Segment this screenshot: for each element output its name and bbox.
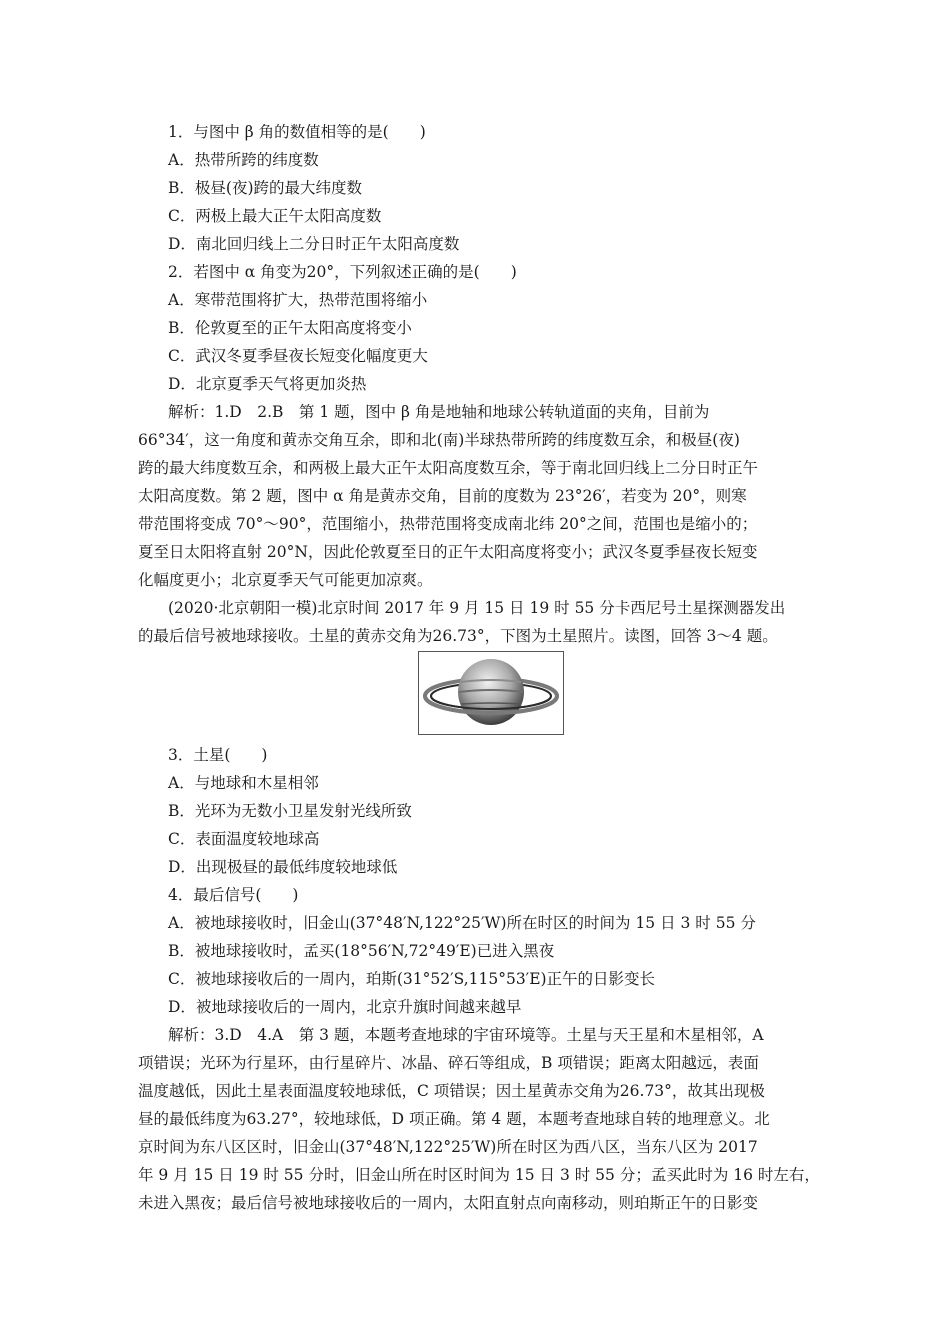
analysis-1-line-2: 66°34′，这一角度和黄赤交角互余，即和北(南)半球热带所跨的纬度数互余，和极昼(夜) — [138, 431, 740, 449]
question-1-stem: 1．与图中 β 角的数值相等的是( ) — [168, 123, 426, 141]
analysis-2-line-2: 项错误；光环为行星环，由行星碎片、冰晶、碎石等组成，B 项错误；距离太阳越远，表面 — [138, 1054, 759, 1072]
saturn-icon — [419, 652, 563, 734]
question-3-stem: 3．土星( ) — [168, 746, 268, 764]
question-1-option-b: B．极昼(夜)跨的最大纬度数 — [168, 179, 362, 197]
question-2-option-d: D．北京夏季天气将更加炎热 — [168, 375, 367, 393]
question-3-option-b: B．光环为无数小卫星发射光线所致 — [168, 802, 412, 820]
analysis-2-line-3: 温度越低，因此土星表面温度较地球低，C 项错误；因土星黄赤交角为26.73°，故其出现极 — [138, 1082, 765, 1100]
analysis-1-line-5: 带范围将变成 70°～90°，范围缩小，热带范围将变成南北纬 20°之间，范围也是缩小的； — [138, 515, 758, 533]
analysis-2-line-6: 年 9 月 15 日 19 时 55 分时，旧金山所在时区时间为 15 日 3 时 55 分；孟买此时为 16 时左右， — [138, 1166, 820, 1184]
analysis-2-line-4: 昼的最低纬度为63.27°，较地球低，D 项正确。第 4 题，本题考查地球自转的地理意义。北 — [138, 1110, 770, 1128]
analysis-1-line-4: 太阳高度数。第 2 题，图中 α 角是黄赤交角，目前的度数为 23°26′，若变为 20°，则寒 — [138, 487, 747, 505]
question-2-stem: 2．若图中 α 角变为20°，下列叙述正确的是( ) — [168, 263, 517, 281]
question-4-stem: 4．最后信号( ) — [168, 886, 299, 904]
saturn-photo — [418, 651, 564, 735]
question-1-option-d: D．南北回归线上二分日时正午太阳高度数 — [168, 235, 460, 253]
analysis-2-line-7: 未进入黑夜；最后信号被地球接收后的一周内，太阳直射点向南移动，则珀斯正午的日影变 — [138, 1194, 759, 1212]
question-1-option-a: A．热带所跨的纬度数 — [168, 151, 319, 169]
question-1-option-c: C．两极上最大正午太阳高度数 — [168, 207, 382, 225]
question-4-option-c: C．被地球接收后的一周内，珀斯(31°52′S,115°53′E)正午的日影变长 — [168, 970, 656, 988]
question-3-option-d: D．出现极昼的最低纬度较地球低 — [168, 858, 398, 876]
question-3-option-a: A．与地球和木星相邻 — [168, 774, 319, 792]
analysis-1-line-3: 跨的最大纬度数互余，和两极上最大正午太阳高度数互余，等于南北回归线上二分日时正午 — [138, 459, 759, 477]
material-intro-line-1: (2020·北京朝阳一模)北京时间 2017 年 9 月 15 日 19 时 55 分卡西尼号土星探测器发出 — [168, 599, 786, 617]
question-2-option-a: A．寒带范围将扩大，热带范围将缩小 — [168, 291, 428, 309]
analysis-1-line-7: 化幅度更小；北京夏季天气可能更加凉爽。 — [138, 571, 433, 589]
question-4-option-d: D．被地球接收后的一周内，北京升旗时间越来越早 — [168, 998, 522, 1016]
analysis-2-line-1: 解析：3.D 4.A 第 3 题，本题考查地球的宇宙环境等。土星与天王星和木星相邻，A — [168, 1026, 764, 1044]
analysis-2-line-5: 京时间为东八区区时，旧金山(37°48′N,122°25′W)所在时区为西八区，当东八区为 2017 — [138, 1138, 758, 1156]
question-4-option-b: B．被地球接收时，孟买(18°56′N,72°49′E)已进入黑夜 — [168, 942, 555, 960]
analysis-1-line-1: 解析：1.D 2.B 第 1 题，图中 β 角是地轴和地球公转轨道面的夹角，目前为 — [168, 403, 710, 421]
question-4-option-a: A．被地球接收时，旧金山(37°48′N,122°25′W)所在时区的时间为 15 日 3 时 55 分 — [168, 914, 756, 932]
question-2-option-b: B．伦敦夏至的正午太阳高度将变小 — [168, 319, 412, 337]
material-intro-line-2: 的最后信号被地球接收。土星的黄赤交角为26.73°，下图为土星照片。读图，回答 3～4 题。 — [138, 627, 778, 645]
question-3-option-c: C．表面温度较地球高 — [168, 830, 320, 848]
question-2-option-c: C．武汉冬夏季昼夜长短变化幅度更大 — [168, 347, 428, 365]
analysis-1-line-6: 夏至日太阳将直射 20°N，因此伦敦夏至日的正午太阳高度将变小；武汉冬夏季昼夜长短变 — [138, 543, 758, 561]
